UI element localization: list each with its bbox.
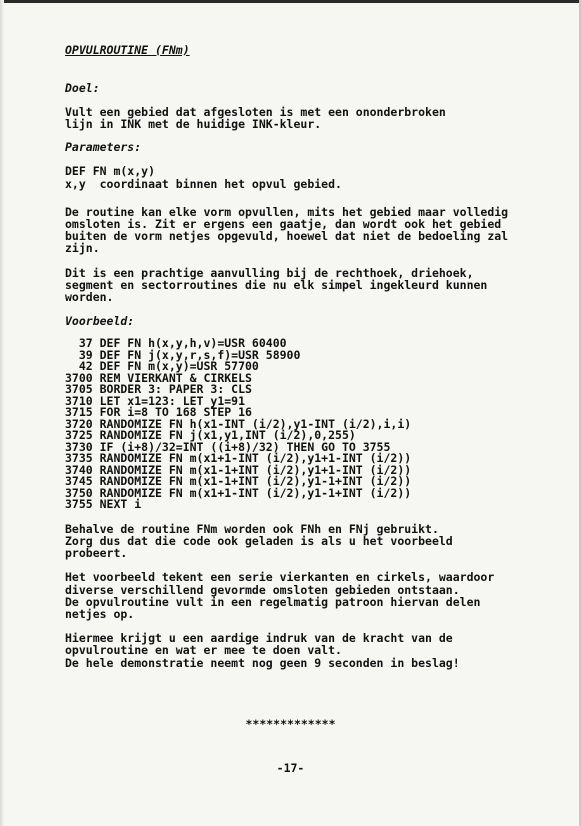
paragraph-line: diverse verschillend gevormde omsloten gebieden ontstaan. <box>65 582 460 597</box>
paragraph-line: De opvulroutine vult in een regelmatig patroon hiervan delen <box>65 594 481 609</box>
code-line: 3735 RANDOMIZE FN m(x1+1-INT (i/2),y1+1-INT (i/2)) <box>65 451 412 466</box>
code-line: 3715 FOR i=8 TO 168 STEP 16 <box>65 405 252 420</box>
paragraph-line: worden. <box>65 290 114 305</box>
paragraph-line: Dit is een prachtige aanvulling bij de rechthoek, driehoek, <box>65 265 474 280</box>
paragraph-3 <box>65 523 535 560</box>
doel-line: Vult een gebied dat afgesloten is met een ononderbroken <box>65 105 446 119</box>
code-line: 3700 REM VIERKANT & CIRKELS <box>65 370 252 385</box>
code-line: 37 DEF FN h(x,y,h,v)=USR 60400 <box>65 336 287 351</box>
page-number: -17- <box>276 761 305 775</box>
doel-heading: Doel: <box>65 81 100 95</box>
page-left-shadow <box>0 0 4 826</box>
code-line: 42 DEF FN m(x,y)=USR 57700 <box>65 359 259 374</box>
paragraph-line: buiten de vorm netjes opgevuld, hoewel dat niet de bedoeling zal <box>65 229 509 244</box>
code-line: 3750 RANDOMIZE FN m(x1+1-INT (i/2),y1-1+INT (i/2)) <box>65 485 412 500</box>
code-line: 3710 LET x1=123: LET y1=91 <box>65 393 246 408</box>
parameters-line: DEF FN m(x,y) <box>65 164 156 179</box>
parameters-section <box>65 165 535 189</box>
parameters-line: x,y coordinaat binnen het opvul gebied. <box>65 176 342 191</box>
doel-line: lijn in INK met de huidige INK-kleur. <box>65 117 322 132</box>
paragraph-4 <box>65 571 535 620</box>
paragraph-2 <box>65 267 535 304</box>
paragraph-5 <box>65 632 535 669</box>
paragraph-line: De routine kan elke vorm opvullen, mits het gebied maar volledig <box>65 204 509 219</box>
paragraph-line: opvulroutine en wat er mee te doen valt. <box>65 643 342 658</box>
code-line: 39 DEF FN j(x,y,r,s,f)=USR 58900 <box>65 347 301 362</box>
code-line: 3745 RANDOMIZE FN m(x1-1+INT (i/2),y1-1+INT (i/2)) <box>65 474 412 489</box>
code-line: 3755 NEXT i <box>65 497 142 512</box>
paragraph-line: omsloten is. Zit er ergens een gaatje, dan wordt ook het gebied <box>65 217 502 232</box>
page-title: OPVULROUTINE (FNm) <box>65 43 190 57</box>
paragraph-line: zijn. <box>65 241 100 256</box>
paragraph-line: Hiermee krijgt u een aardige indruk van de kracht van de <box>65 631 453 646</box>
code-line: 3705 BORDER 3: PAPER 3: CLS <box>65 382 252 397</box>
code-line: 3725 RANDOMIZE FN j(x1,y1,INT (i/2),0,255) <box>65 428 356 443</box>
paragraph-line: probeert. <box>65 546 128 561</box>
parameters-heading: Parameters: <box>65 140 142 155</box>
paragraph-line: Zorg dus dat die code ook geladen is als u het voorbeeld <box>65 533 453 548</box>
voorbeeld-heading: Voorbeeld: <box>65 314 135 329</box>
code-line: 3730 IF (i+8)/32=INT ((i+8)/32) THEN GO TO 3755 <box>65 439 391 454</box>
paragraph-line: Behalve de routine FNm worden ook FNh en FNj gebruikt. <box>65 521 439 536</box>
document-body <box>65 44 535 669</box>
code-line: 3720 RANDOMIZE FN h(x1-INT (i/2),y1-INT (i/2),i,i) <box>65 416 412 431</box>
doel-section <box>65 106 535 130</box>
paragraph-line: segment en sectorroutines die nu elk simpel ingekleurd kunnen <box>65 277 488 292</box>
paragraph-1 <box>65 206 535 255</box>
code-listing <box>65 338 535 511</box>
section-separator: ************* <box>245 717 336 731</box>
page-top-edge <box>0 0 581 3</box>
paragraph-line: De hele demonstratie neemt nog geen 9 seconden in beslag! <box>65 655 460 670</box>
paragraph-line: netjes op. <box>65 606 135 621</box>
paragraph-line: Het voorbeeld tekent een serie vierkanten en cirkels, waardoor <box>65 570 495 585</box>
code-line: 3740 RANDOMIZE FN m(x1-1+INT (i/2),y1+1-INT (i/2)) <box>65 462 412 477</box>
